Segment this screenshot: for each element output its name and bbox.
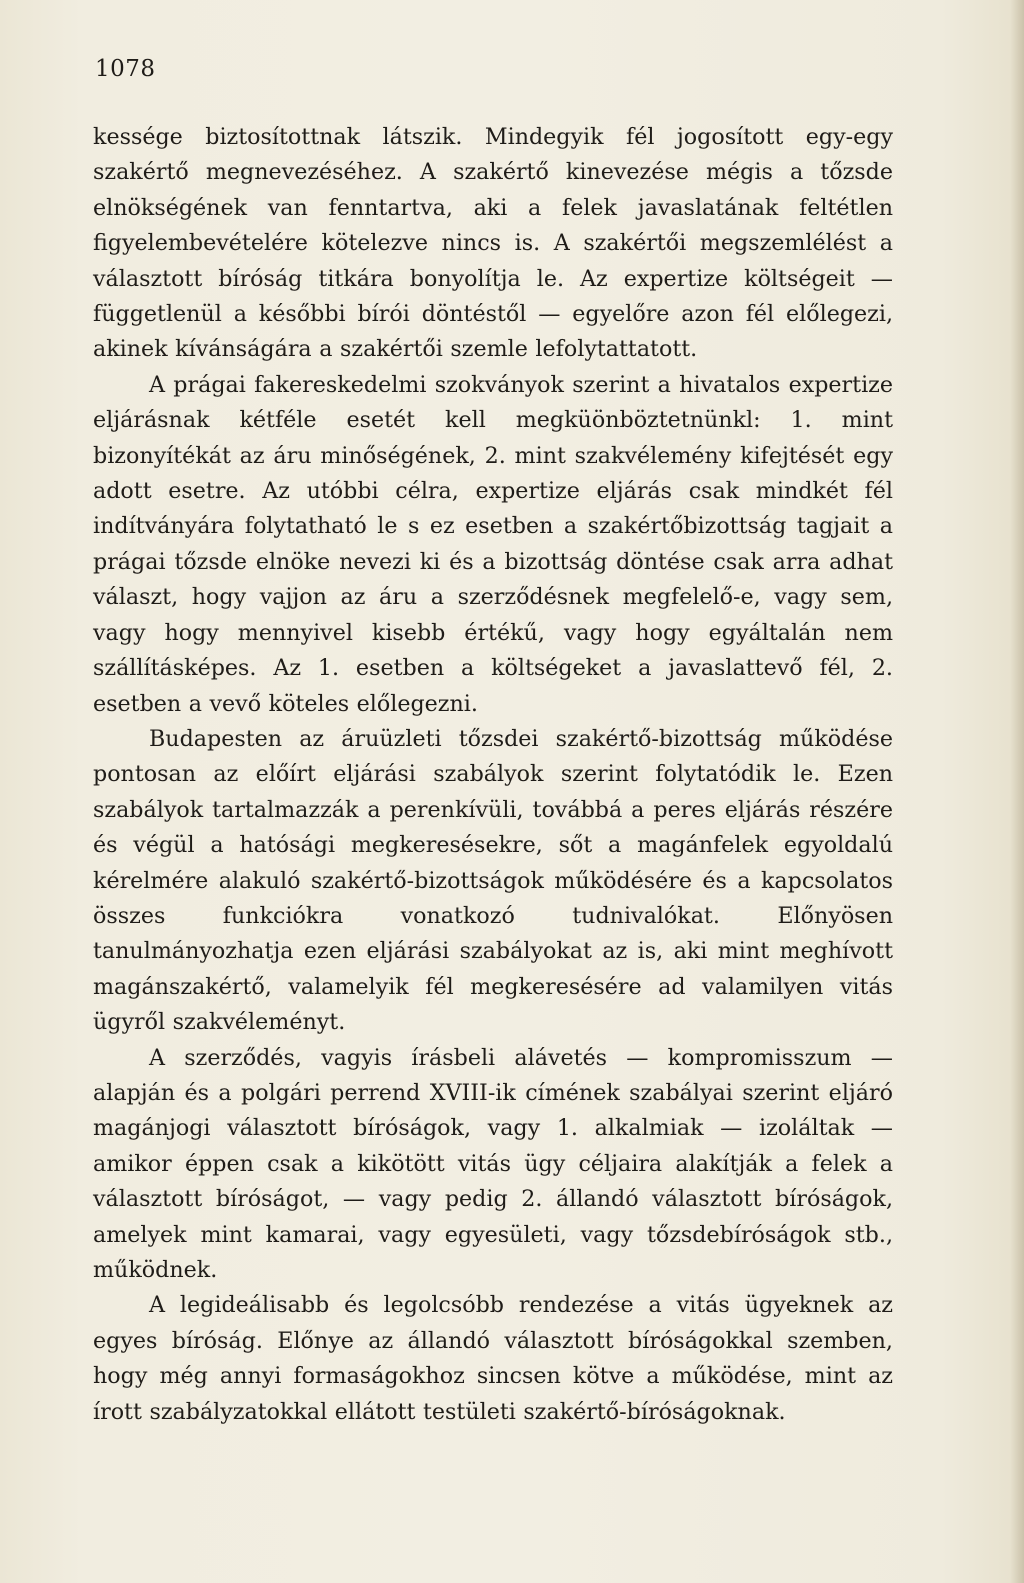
paragraph-3: Budapesten az áruüzleti tőzsdei szakértő-bizottság működése pontosan az előírt eljárási szabályok szerint folytatódik le. Ezen szabályok tartalmazzák a perenkívüli, továbbá a peres eljárás részére és végül a hatósági megkeresésekre, sőt a magánfelek egyoldalú kérelmére alakuló szakértő-bizottságok működésére és a kapcsolatos összes funkciókra vonatkozó tudnivalókat. Előnyösen tanulmányozhatja ezen eljárási szabályokat az is, aki mint meghívott magánszakértő, valamelyik fél megkeresésére ad valamilyen vitás ügyről szakvéleményt. bbox=[93, 725, 893, 1036]
paragraph-1: kessége biztosítottnak látszik. Mindegyik fél jogosított egy-egy szakértő megnevezéséhez. A szakértő kinevezése mégis a tőzsde elnökségének van fenntartva, aki a felek javaslatának feltétlen figyelembevételére kötelezve nincs is. A szakértői megszemlélést a választott bíróság titkára bonyolítja le. Az expertize költségeit — függetlenül a későbbi bírói döntéstől — egyelőre azon fél előlegezi, akinek kívánságára a szakértői szemle lefolytattatott. bbox=[93, 124, 893, 363]
page-edge-shadow bbox=[1010, 0, 1024, 1583]
paragraph-5: A legideálisabb és legolcsóbb rendezése a vitás ügyeknek az egyes bíróság. Előnye az állandó választott bíróságokkal szemben, hogy még annyi formaságokhoz sincsen kötve a működése, mint az írott szabályzatokkal ellátott testületi szakértő-bíróságoknak. bbox=[93, 1292, 893, 1425]
paragraph-4: A szerződés, vagyis írásbeli alávetés — kompromisszum — alapján és a polgári perrend XVIII-ik címének szabályai szerint eljáró magánjogi választott bíróságok, vagy 1. alkalmiak — izoláltak — amikor éppen csak a kikötött vitás ügy céljaira alakítják a felek a választott bíróságot, — vagy pedig 2. állandó választott bíróságok, amelyek mint kamarai, vagy egyesületi, vagy tőzsdebíróságok stb., működnek. bbox=[93, 1044, 893, 1283]
body-text bbox=[93, 120, 893, 1430]
page-number: 1078 bbox=[95, 56, 156, 82]
paragraph-2: A prágai fakereskedelmi szokványok szerint a hivatalos expertize eljárásnak kétféle esetét kell megküönböztetnünkl: 1. mint bizonyítékát az áru minőségének, 2. mint szakvélemény kifejtését egy adott esetre. Az utóbbi célra, expertize eljárás csak mindkét fél indítványára folytatható le s ez esetben a szakértőbizottság tagjait a prágai tőzsde elnöke nevezi ki és a bizottság döntése csak arra adhat választ, hogy vajjon az áru a szerződésnek megfelelő-e, vagy sem, vagy hogy mennyivel kisebb értékű, vagy hogy egyáltalán nem szállításképes. Az 1. esetben a költségeket a javaslattevő fél, 2. esetben a vevő köteles előlegezni. bbox=[93, 371, 893, 717]
